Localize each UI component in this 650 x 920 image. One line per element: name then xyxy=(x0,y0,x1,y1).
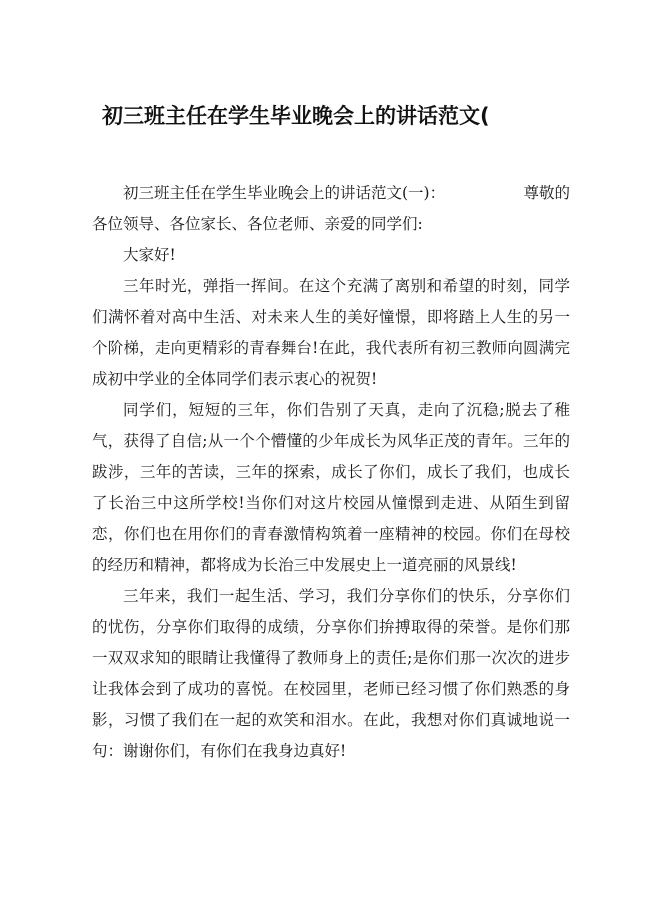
salutation-line: 各位领导、各位家长、各位老师、亲爱的同学们: xyxy=(92,215,423,233)
document-title: 初三班主任在学生毕业晚会上的讲话范文( xyxy=(102,104,490,128)
paragraph: 三年来，我们一起生活、学习，我们分享你们的快乐，分享你们的忧伤，分享你们取得的成绩，分享你们拚搏取得的荣誉。是你们那一双双求知的眼睛让我懂得了教师身上的责任;是你们那一次次的进步让我体会到了成功的喜悦。在校园里，老师已经习惯了你们熟悉的身影，习惯了我们在一起的欢笑和泪水。在此，我想对你们真诚地说一句：谢谢你们，有你们在我身边真好! xyxy=(92,587,570,760)
intro-line xyxy=(92,178,570,209)
paragraph: 同学们，短短的三年，你们告别了天真，走向了沉稳;脱去了稚气，获得了自信;从一个个懵懂的少年成长为风华正茂的青年。三年的跋涉，三年的苦读，三年的探索，成长了你们，成长了我们，也成长了长治三中这所学校!当你们对这片校园从憧憬到走进、从陌生到留恋，你们也在用你们的青春激情构筑着一座精神的校园。你们在母校的经历和精神，都将成为长治三中发展史上一道亮丽的风景线! xyxy=(92,401,570,574)
paragraph: 三年时光，弹指一挥间。在这个充满了离别和希望的时刻，同学们满怀着对高中生活、对未来人生的美好憧憬，即将踏上人生的另一个阶梯，走向更精彩的青春舞台!在此，我代表所有初三教师向圆满完成初中学业的全体同学们表示衷心的祝贺! xyxy=(92,277,570,388)
intro-salutation-start: 尊敬的 xyxy=(523,184,570,202)
intro-heading: 初三班主任在学生毕业晚会上的讲话范文(一)： xyxy=(123,184,446,202)
document-body xyxy=(92,178,570,767)
greeting: 大家好! xyxy=(123,246,176,264)
